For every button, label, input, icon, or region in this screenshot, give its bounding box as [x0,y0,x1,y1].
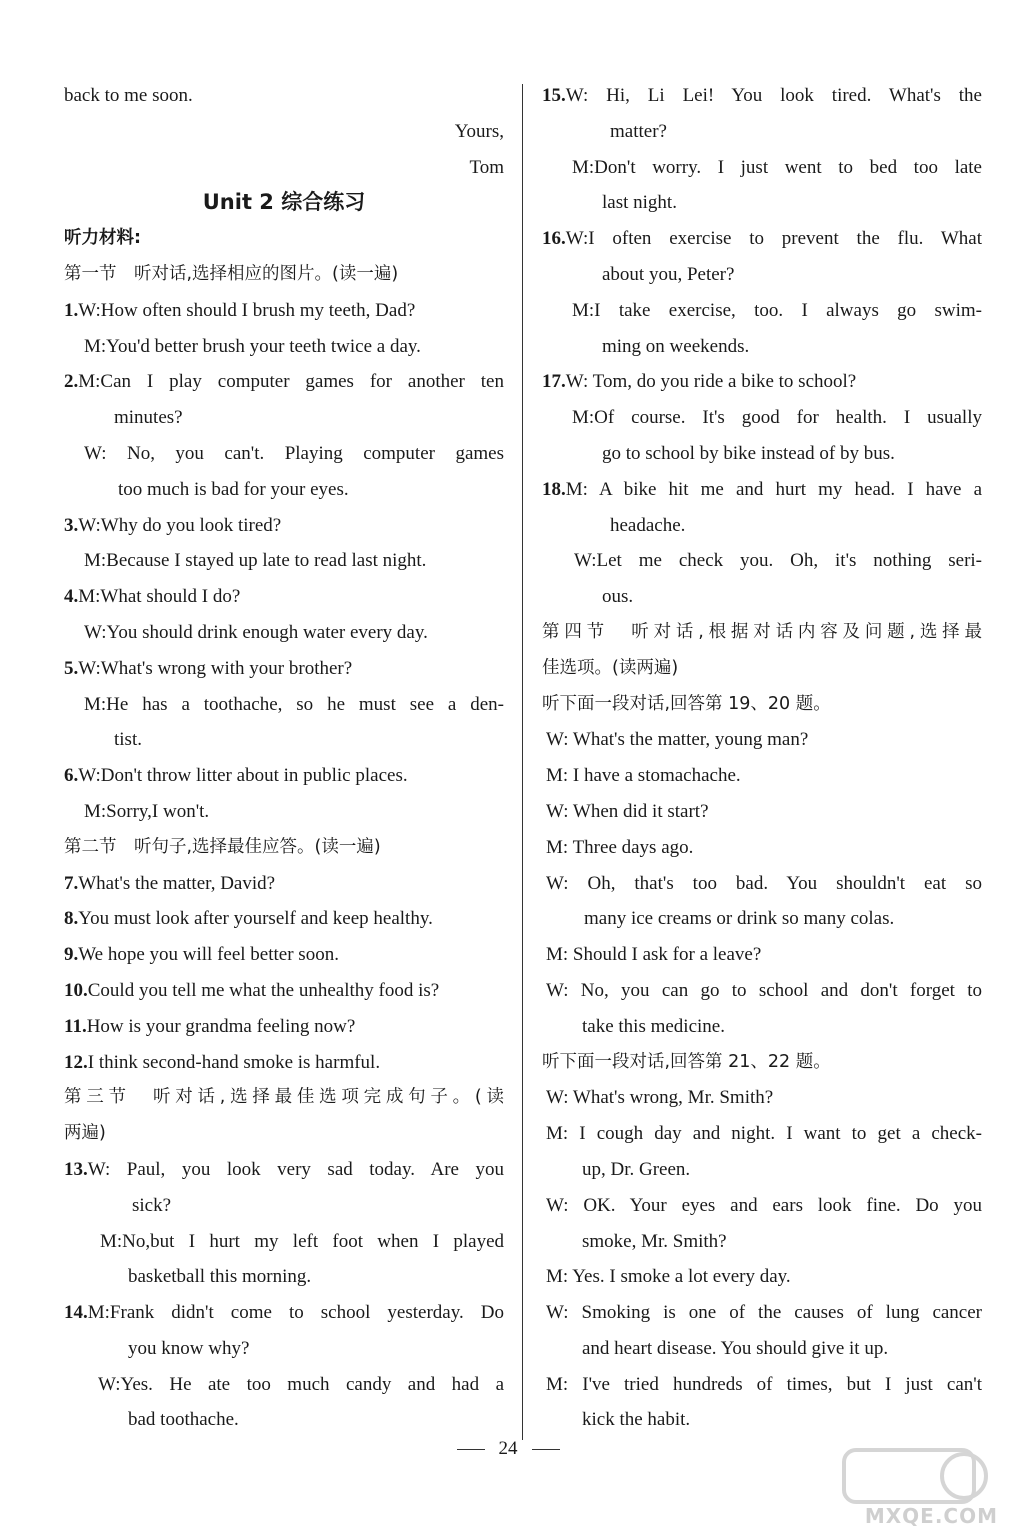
text-line [542,400,982,436]
text-line [542,257,982,293]
line-text: W:Don't throw litter about in public places. [78,765,408,787]
text-line [64,830,504,866]
line-text: W: Tom, do you ride a bike to school? [565,371,857,393]
line-text: 听力材料: [64,228,141,249]
text-line [64,1295,504,1331]
text-line [542,472,982,508]
item-number: 6. [64,765,79,787]
line-text: 听下面一段对话,回答第 21、22 题。 [542,1051,831,1072]
text-line [542,1080,982,1116]
item-number: 18. [542,478,566,500]
text-line [542,436,982,472]
text-line [542,78,982,114]
line-text: You must look after yourself and keep healthy. [78,908,433,930]
text-line [542,722,982,758]
item-number: 17. [542,371,566,393]
text-line [64,1259,504,1295]
line-text: W: When did it start? [546,800,709,822]
line-text: many ice creams or drink so many colas. [584,908,895,930]
text-line [542,221,982,257]
text-line [64,472,504,508]
line-text: W:What's wrong with your brother? [78,657,353,679]
line-text: What's the matter, David? [78,872,276,894]
line-text: W: What's wrong, Mr. Smith? [546,1087,774,1109]
line-text: W:You should drink enough water every day. [84,621,428,643]
line-text: M: Should I ask for a leave? [546,944,762,966]
text-line [542,830,982,866]
line-text: I think second-hand smoke is harmful. [87,1051,381,1073]
text-line [64,364,504,400]
line-text: smoke, Mr. Smith? [582,1230,727,1252]
item-number: 5. [64,657,79,679]
line-text: M:Because I stayed up late to read last night. [84,550,427,572]
text-line [64,114,504,150]
line-text: too much is bad for your eyes. [118,478,349,500]
line-text: and heart disease. You should give it up. [582,1337,889,1359]
line-text: M: Three days ago. [546,836,694,858]
line-text: ous. [602,586,634,608]
line-text: basketball this morning. [128,1266,312,1288]
line-text: M: I have a stomachache. [546,765,741,787]
text-line [64,78,504,114]
line-text: M: I cough day and night. I want to get a check- [546,1123,982,1145]
text-line [64,651,504,687]
text-line [64,758,504,794]
line-text: W: No, you can go to school and don't forget to [546,979,982,1001]
item-number: 14. [64,1302,88,1324]
line-text: you know why? [128,1337,250,1359]
text-line [64,436,504,472]
line-text: M:You'd better brush your teeth twice a day. [84,335,421,357]
text-line [64,794,504,830]
line-text: 第三节 听对话,选择最佳选项完成句子。(读 [64,1087,504,1108]
text-line [64,579,504,615]
item-number: 2. [64,371,79,393]
text-line [64,1224,504,1260]
text-line [542,1009,982,1045]
text-line [64,221,504,257]
text-line [542,1402,982,1438]
text-line [64,1080,504,1116]
line-text: 第一节 听对话,选择相应的图片。(读一遍) [64,263,399,284]
text-line [542,329,982,365]
line-text: matter? [610,120,667,142]
text-line [542,937,982,973]
text-line [64,866,504,902]
item-number: 4. [64,586,79,608]
text-line [64,1009,504,1045]
text-line [64,400,504,436]
text-line [64,1045,504,1081]
line-text: W:I often exercise to prevent the flu. What [565,228,982,250]
item-number: 1. [64,299,79,321]
text-line [542,364,982,400]
line-text: M: Yes. I smoke a lot every day. [546,1266,791,1288]
text-line [64,293,504,329]
line-text: W: Hi, Li Lei! You look tired. What's the [565,85,982,106]
line-text: W: Oh, that's too bad. You shouldn't eat so [546,872,982,894]
line-text: Tom [469,156,504,178]
line-text: Yours, [454,120,504,142]
line-text: M:I take exercise, too. I always go swim- [572,299,982,321]
line-text: W: No, you can't. Playing computer games [84,442,504,464]
text-line [542,1295,982,1331]
text-line [64,185,504,221]
line-text: W: OK. Your eyes and ears look fine. Do you [546,1194,982,1216]
text-line [64,257,504,293]
line-text: M: A bike hit me and hurt my head. I have a [565,478,982,500]
line-text: up, Dr. Green. [582,1158,691,1180]
text-line [542,758,982,794]
text-line [64,615,504,651]
line-text: take this medicine. [582,1015,725,1037]
line-text: M:Frank didn't come to school yesterday. Do [87,1302,504,1324]
line-text: How is your grandma feeling now? [86,1015,356,1037]
item-number: 7. [64,872,79,894]
text-line [64,543,504,579]
text-line [542,1259,982,1295]
text-line [64,687,504,723]
line-text: M:He has a toothache, so he must see a den- [84,693,504,715]
text-line [64,1331,504,1367]
text-line [64,722,504,758]
right-column [542,78,982,1438]
text-line [542,1367,982,1403]
text-line [542,794,982,830]
line-text: W:Yes. He ate too much candy and had a [98,1373,504,1395]
line-text: go to school by bike instead of by bus. [602,442,895,464]
watermark-logo [824,1446,1004,1530]
text-line [542,293,982,329]
line-text: M:Sorry,I won't. [84,800,210,822]
text-line [542,508,982,544]
line-text: bad toothache. [128,1409,239,1431]
line-text: Could you tell me what the unhealthy food is? [87,979,440,1001]
text-line [64,1402,504,1438]
column-divider [522,84,523,1440]
text-line [542,150,982,186]
item-number: 11. [64,1015,87,1037]
line-text: M:Of course. It's good for health. I usually [572,407,982,429]
item-number: 9. [64,944,79,966]
line-text: kick the habit. [582,1409,691,1431]
line-text: M:Can I play computer games for another ten [78,371,504,393]
line-text: 听下面一段对话,回答第 19、20 题。 [542,693,831,714]
text-line [542,1331,982,1367]
text-line [542,901,982,937]
text-line [64,1152,504,1188]
text-line [64,508,504,544]
watermark-text: MXQE.COM [864,1504,998,1528]
text-line [542,579,982,615]
text-line [542,1152,982,1188]
text-line [64,329,504,365]
line-text: headache. [610,514,686,536]
line-text: M:Don't worry. I just went to bed too late [572,156,982,178]
line-text: 第四节 听对话,根据对话内容及问题,选择最 [542,621,982,642]
line-text: W: Smoking is one of the causes of lung cancer [546,1302,982,1324]
text-line [64,1188,504,1224]
line-text: 第二节 听句子,选择最佳应答。(读一遍) [64,836,381,857]
line-text: We hope you will feel better soon. [78,944,339,966]
item-number: 15. [542,85,566,106]
text-line [542,973,982,1009]
page-number-dash-right [532,1449,560,1450]
text-line [64,1116,504,1152]
item-number: 3. [64,514,79,536]
line-text: M:What should I do? [78,586,241,608]
line-text: M: I've tried hundreds of times, but I just can't [546,1373,982,1395]
text-line [542,1116,982,1152]
text-line [542,543,982,579]
page-number-dash-left [457,1449,485,1450]
line-text: W:Let me check you. Oh, it's nothing seri- [574,550,982,572]
item-number: 12. [64,1051,88,1073]
left-column [64,78,504,1438]
text-line [542,1188,982,1224]
page-number-text: 24 [498,1438,518,1459]
text-line [542,185,982,221]
text-line [64,150,504,186]
line-text: 两遍) [64,1123,106,1144]
text-line [64,937,504,973]
line-text: M:No,but I hurt my left foot when I played [100,1230,504,1252]
text-line [542,114,982,150]
line-text: last night. [602,192,677,214]
text-line [542,1045,982,1081]
item-number: 13. [64,1158,88,1180]
line-text: 佳选项。(读两遍) [542,657,679,678]
line-text: W: Paul, you look very sad today. Are you [87,1158,504,1180]
text-line [542,1224,982,1260]
line-text: Unit 2 综合练习 [202,190,366,215]
line-text: minutes? [114,407,183,429]
line-text: W:Why do you look tired? [78,514,282,536]
text-line [64,1367,504,1403]
text-line [542,651,982,687]
line-text: ming on weekends. [602,335,750,357]
line-text: tist. [114,729,142,751]
text-line [542,615,982,651]
line-text: sick? [132,1194,172,1216]
line-text: W: What's the matter, young man? [546,729,809,751]
text-line [64,901,504,937]
text-line [64,973,504,1009]
line-text: W:How often should I brush my teeth, Dad? [78,299,416,321]
text-line [542,687,982,723]
item-number: 10. [64,979,88,1001]
item-number: 16. [542,228,566,250]
text-line [542,866,982,902]
item-number: 8. [64,908,79,930]
line-text: about you, Peter? [602,263,735,285]
line-text: back to me soon. [64,85,193,106]
